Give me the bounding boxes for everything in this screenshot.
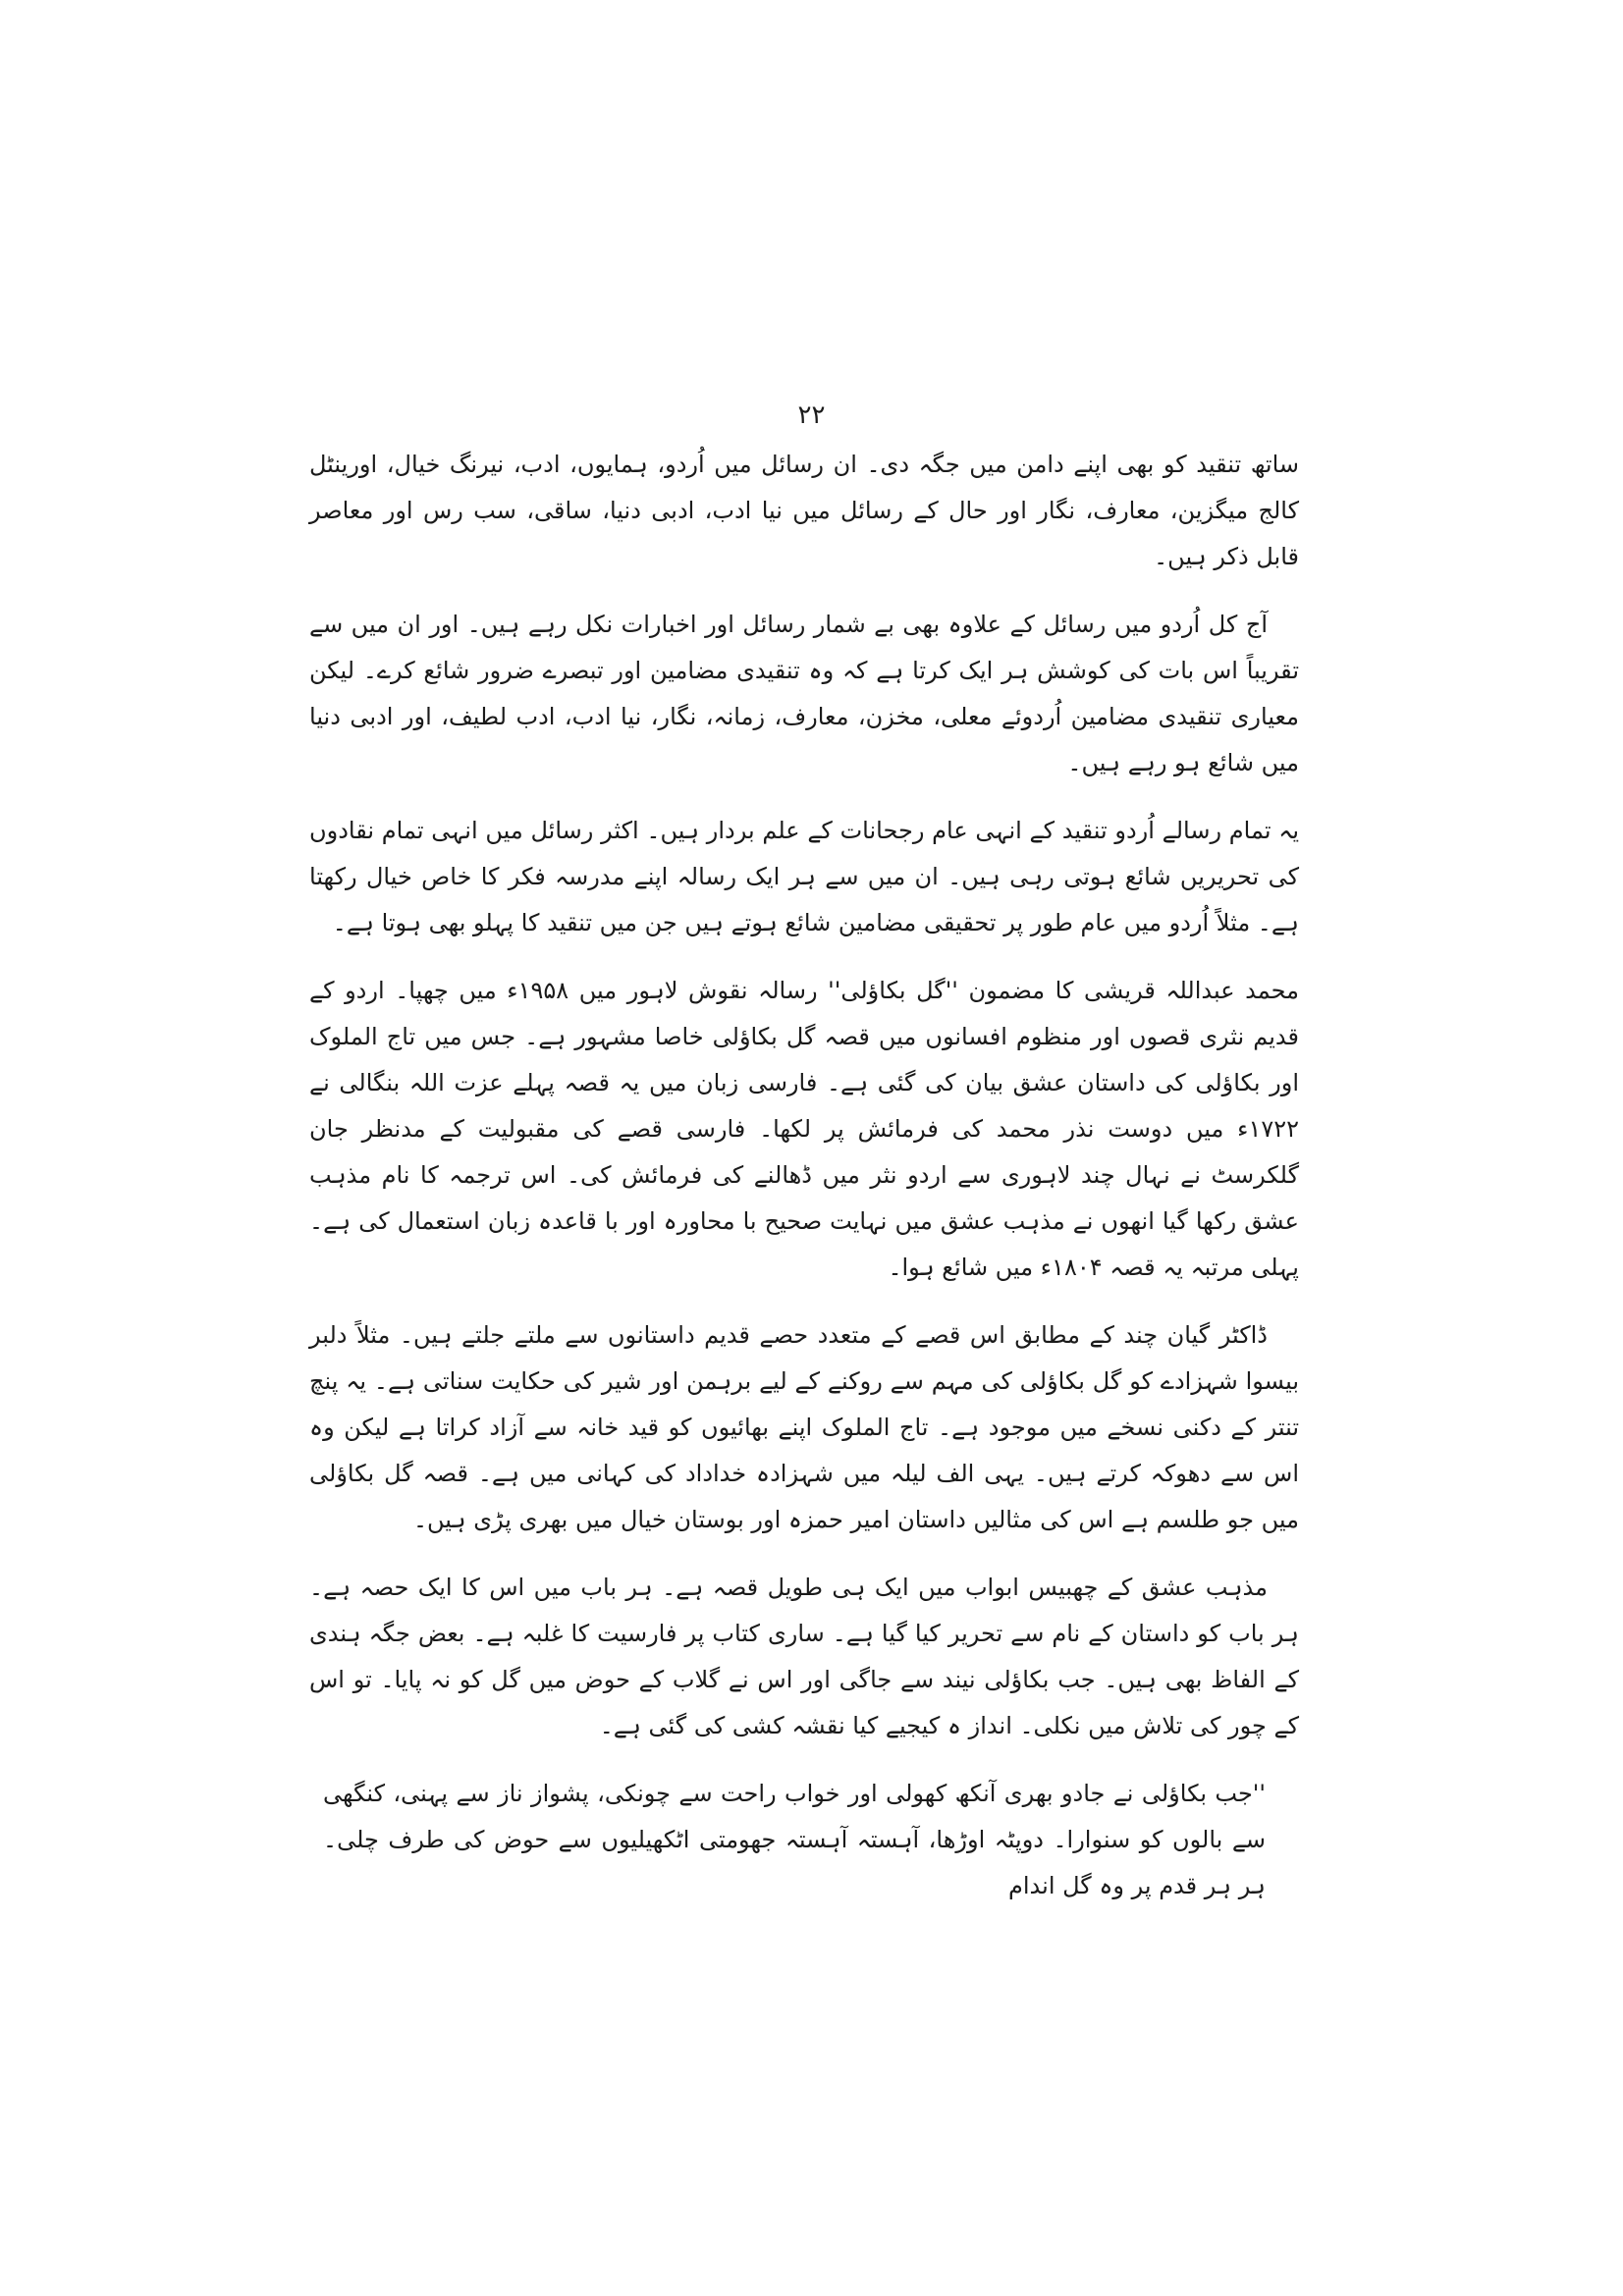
paragraph-2: آج کل اُردو میں رسائل کے علاوہ بھی بے شمار رسائل اور اخبارات نکل رہے ہیں۔ اور ان میں سے تقریباً اس بات کی کوشش ہر ایک کرتا ہے کہ وہ تنقیدی مضامین اور تبصرے ضرور شائع کرے۔ لیکن معیاری تنقیدی مضامین اُردوئے معلی، مخزن، معارف، زمانہ، نگار، نیا ادب، ادب لطیف، اور ادبی دنیا میں شائع ہو رہے ہیں۔	[309, 611, 1299, 776]
paragraph-6: مذہب عشق کے چھبیس ابواب میں ایک ہی طویل قصہ ہے۔ ہر باب میں اس کا ایک حصہ ہے۔ ہر باب کو داستان کے نام سے تحریر کیا گیا ہے۔ ساری کتاب پر فارسیت کا غلبہ ہے۔ بعض جگہ ہندی کے الفاظ بھی ہیں۔ جب بکاؤلی نیند سے جاگی اور اس نے گلاب کے حوض میں گل کو نہ پایا۔ تو اس کے چور کی تلاش میں نکلی۔ انداز ہ کیجیے کیا نقشہ کشی کی گئی ہے۔	[309, 1574, 1299, 1739]
paragraph-1: ساتھ تنقید کو بھی اپنے دامن میں جگہ دی۔ ان رسائل میں اُردو، ہمایوں، ادب، نیرنگ خیال، اورینٹل کالج میگزین، معارف، نگار اور حال کے رسائل میں نیا ادب، ادبی دنیا، ساقی، سب رس اور معاصر قابل ذکر ہیں۔	[309, 451, 1299, 570]
body-text	[309, 442, 1299, 1909]
block-quote: ''جب بکاؤلی نے جادو بھری آنکھ کھولی اور خواب راحت سے چونکی، پشواز ناز سے پہنی، کنگھی سے بالوں کو سنوارا۔ دوپٹہ اوڑھا، آہستہ آہستہ جھومتی اٹکھیلیوں سے حوض کی طرف چلی۔ ہر ہر قدم پر وہ گل اندام	[323, 1780, 1266, 1899]
paragraph-3: یہ تمام رسالے اُردو تنقید کے انہی عام رجحانات کے علم بردار ہیں۔ اکثر رسائل میں انہی تمام نقادوں کی تحریریں شائع ہوتی رہی ہیں۔ ان میں سے ہر ایک رسالہ اپنے مدرسہ فکر کا خاص خیال رکھتا ہے۔ مثلاً اُردو میں عام طور پر تحقیقی مضامین شائع ہوتے ہیں جن میں تنقید کا پہلو بھی ہوتا ہے۔	[309, 817, 1299, 936]
page-number: ۲۲	[797, 400, 826, 430]
paragraph-4: محمد عبداللہ قریشی کا مضمون ''گل بکاؤلی'' رسالہ نقوش لاہور میں ۱۹۵۸ء میں چھپا۔ اردو کے قدیم نثری قصوں اور منظوم افسانوں میں قصہ گل بکاؤلی خاصا مشہور ہے۔ جس میں تاج الملوک اور بکاؤلی کی داستان عشق بیان کی گئی ہے۔ فارسی زبان میں یہ قصہ پہلے عزت اللہ بنگالی نے ۱۷۲۲ء میں دوست نذر محمد کی فرمائش پر لکھا۔ فارسی قصے کی مقبولیت کے مدنظر جان گلکرسٹ نے نہال چند لاہوری سے اردو نثر میں ڈھالنے کی فرمائش کی۔ اس ترجمہ کا نام مذہب عشق رکھا گیا انھوں نے مذہب عشق میں نہایت صحیح با محاورہ اور با قاعدہ زبان استعمال کی ہے۔ پہلی مرتبہ یہ قصہ ۱۸۰۴ء میں شائع ہوا۔	[309, 977, 1299, 1281]
paragraph-5: ڈاکٹر گیان چند کے مطابق اس قصے کے متعدد حصے قدیم داستانوں سے ملتے جلتے ہیں۔ مثلاً دلبر بیسوا شہزادے کو گل بکاؤلی کی مہم سے روکنے کے لیے برہمن اور شیر کی حکایت سناتی ہے۔ یہ پنچ تنتر کے دکنی نسخے میں موجود ہے۔ تاج الملوک اپنے بھائیوں کو قید خانہ سے آزاد کراتا ہے لیکن وہ اس سے دھوکہ کرتے ہیں۔ یہی الف لیلہ میں شہزادہ خداداد کی کہانی میں ہے۔ قصہ گل بکاؤلی میں جو طلسم ہے اس کی مثالیں داستان امیر حمزہ اور بوستان خیال میں بھری پڑی ہیں۔	[309, 1321, 1299, 1533]
